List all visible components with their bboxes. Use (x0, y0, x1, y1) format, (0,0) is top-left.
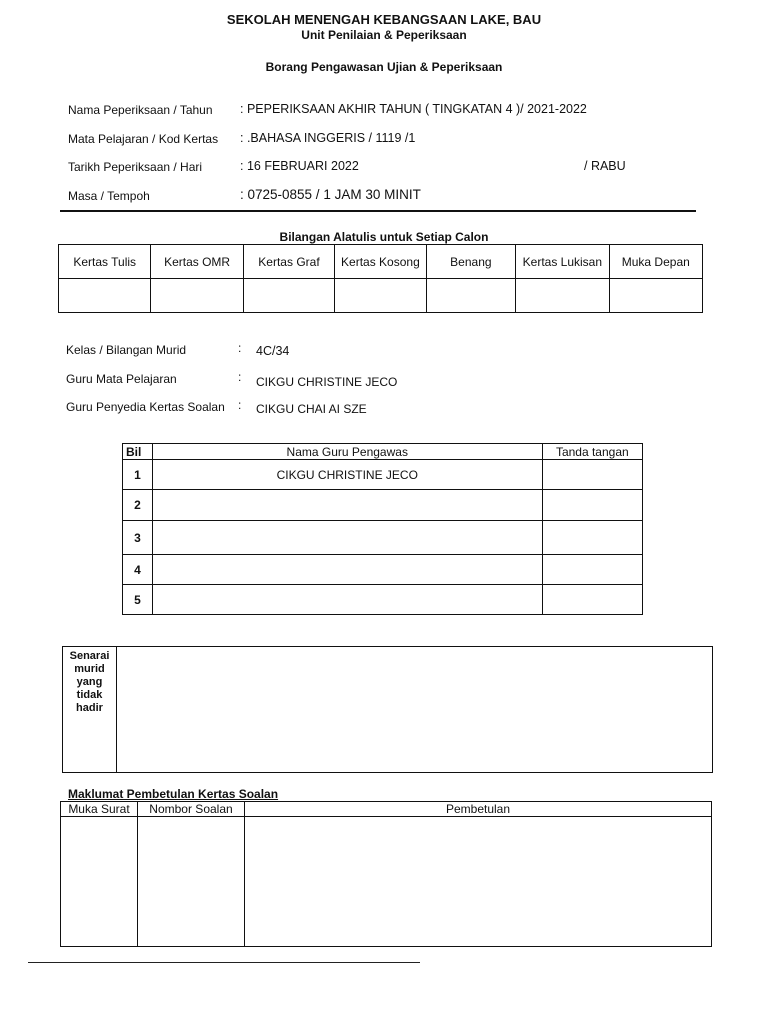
absent-label-line: Senarai (69, 650, 110, 662)
materials-cell (426, 279, 515, 313)
table-row (123, 555, 643, 585)
absent-label-cell (63, 647, 117, 773)
signature-cell (542, 555, 642, 585)
materials-cell (609, 279, 702, 313)
table-row (123, 521, 643, 555)
absent-label-line: yang (76, 676, 103, 688)
correction-cell (61, 817, 138, 947)
materials-cell (243, 279, 334, 313)
materials-col-benang: Benang (426, 245, 515, 279)
signature-cell (542, 521, 642, 555)
signature-cell (542, 490, 642, 521)
header-pembetulan: Pembetulan (245, 802, 712, 817)
corrections-title: Maklumat Pembetulan Kertas Soalan (68, 787, 279, 801)
materials-col-kertas-lukisan: Kertas Lukisan (516, 245, 609, 279)
header-muka-surat: Muka Surat (61, 802, 138, 817)
materials-col-kertas-tulis: Kertas Tulis (59, 245, 151, 279)
class-label: Kelas / Bilangan Murid (66, 343, 187, 357)
materials-cell (335, 279, 426, 313)
materials-col-muka-depan: Muka Depan (609, 245, 702, 279)
materials-cell (516, 279, 609, 313)
day-value: / RABU (584, 159, 626, 173)
row-number: 5 (123, 585, 153, 615)
table-row (123, 460, 643, 490)
date-label: Tarikh Peperiksaan / Hari (68, 160, 203, 174)
materials-cell (59, 279, 151, 313)
row-number: 4 (123, 555, 153, 585)
form-title: Borang Pengawasan Ujian & Peperiksaan (265, 60, 503, 74)
absent-list-cell (117, 647, 713, 773)
row-number: 1 (123, 460, 153, 490)
time-label: Masa / Tempoh (68, 189, 150, 203)
date-value: : 16 FEBRUARI 2022 (240, 159, 359, 173)
class-value: 4C/34 (256, 344, 290, 358)
time-value: : 0725-0855 / 1 JAM 30 MINIT (240, 187, 421, 202)
subject-teacher-value: CIKGU CHRISTINE JECO (256, 375, 398, 389)
invigilator-name (152, 585, 542, 615)
header-bil: Bil (123, 444, 153, 460)
header-nama-guru: Nama Guru Pengawas (152, 444, 542, 460)
school-name: SEKOLAH MENENGAH KEBANGSAAN LAKE, BAU (226, 12, 542, 27)
absent-label-line: murid (74, 663, 105, 675)
signature-cell (542, 460, 642, 490)
signature-cell (542, 585, 642, 615)
divider-line (60, 210, 696, 212)
materials-cell (151, 279, 243, 313)
invigilator-name (152, 555, 542, 585)
invigilator-name (152, 490, 542, 521)
header-nombor-soalan: Nombor Soalan (138, 802, 245, 817)
absent-label-line: tidak (76, 689, 103, 701)
materials-col-kertas-kosong: Kertas Kosong (335, 245, 426, 279)
absent-label-line: hadir (76, 702, 103, 714)
corrections-table (60, 801, 712, 947)
paper-setter-label: Guru Penyedia Kertas Soalan (66, 400, 225, 414)
subject-value: : .BAHASA INGGERIS / 1119 /1 (240, 131, 416, 145)
unit-name: Unit Penilaian & Peperiksaan (301, 28, 467, 42)
materials-title: Bilangan Alatulis untuk Setiap Calon (279, 230, 489, 244)
exam-name-value: : PEPERIKSAAN AKHIR TAHUN ( TINGKATAN 4 )/ 2021-2022 (240, 102, 587, 116)
paper-setter-value: CIKGU CHAI AI SZE (256, 402, 367, 416)
header-tanda-tangan: Tanda tangan (542, 444, 642, 460)
invigilator-name: CIKGU CHRISTINE JECO (152, 460, 542, 490)
invigilator-name (152, 521, 542, 555)
materials-table (58, 244, 703, 313)
subject-teacher-label: Guru Mata Pelajaran (66, 372, 177, 386)
class-sep: : (238, 341, 242, 355)
subject-teacher-sep: : (238, 370, 242, 384)
correction-cell (138, 817, 245, 947)
absent-students-table (62, 646, 713, 773)
paper-setter-sep: : (238, 398, 242, 412)
table-row (123, 585, 643, 615)
exam-name-label: Nama Peperiksaan / Tahun (68, 103, 213, 117)
correction-cell (245, 817, 712, 947)
row-number: 3 (123, 521, 153, 555)
materials-col-kertas-omr: Kertas OMR (151, 245, 243, 279)
bottom-line (28, 962, 420, 963)
row-number: 2 (123, 490, 153, 521)
subject-label: Mata Pelajaran / Kod Kertas (68, 132, 219, 146)
materials-col-kertas-graf: Kertas Graf (243, 245, 334, 279)
invigilator-table (122, 443, 643, 615)
table-row (123, 490, 643, 521)
